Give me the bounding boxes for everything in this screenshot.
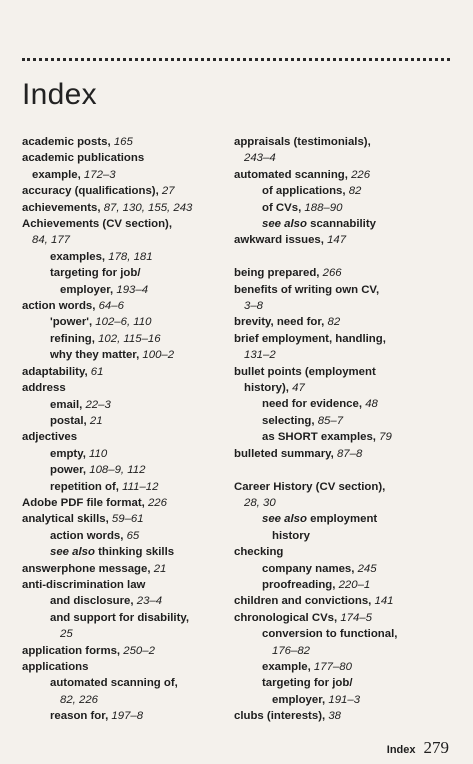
entry-term: address — [22, 382, 66, 395]
entry-pages: 79 — [379, 431, 392, 444]
index-column-right — [234, 134, 459, 725]
entry-pages: 243–4 — [244, 152, 276, 165]
index-entry — [22, 314, 222, 330]
index-entry — [234, 150, 459, 166]
footer-label: Index — [386, 744, 416, 756]
index-entry — [22, 167, 222, 183]
entry-term: employer, — [272, 693, 329, 706]
index-entry — [234, 183, 459, 199]
entry-term: children and convictions, — [234, 595, 375, 608]
entry-term: adaptability, — [22, 365, 91, 378]
index-entry — [22, 528, 222, 544]
entry-term: Career History (CV section), — [234, 480, 386, 493]
entry-term: action words, — [22, 300, 99, 313]
entry-pages: 47 — [292, 382, 305, 395]
entry-pages: 64–6 — [98, 300, 124, 313]
entry-term: bullet points (employment — [234, 365, 376, 378]
entry-term: example, — [262, 660, 314, 673]
index-entry — [234, 298, 459, 314]
index-entry — [22, 577, 222, 593]
entry-term: automated scanning, — [234, 168, 352, 181]
index-entry — [22, 298, 222, 314]
entry-term: bulleted summary, — [234, 447, 337, 460]
index-entry — [234, 429, 459, 445]
entry-term: checking — [234, 546, 284, 559]
index-entry — [234, 413, 459, 429]
entry-pages: 266 — [322, 267, 342, 280]
entry-pages: 21 — [153, 562, 167, 575]
entry-term: selecting, — [262, 414, 318, 427]
entry-term: proofreading, — [262, 578, 339, 591]
entry-pages: 82 — [348, 185, 362, 198]
page-footer — [387, 738, 449, 758]
entry-pages: 28, 30 — [244, 496, 276, 509]
entry-term: why they matter, — [50, 349, 143, 362]
entry-term: and support for disability, — [50, 611, 190, 624]
entry-term: 'power', — [50, 316, 96, 329]
entry-term: answerphone message, — [22, 562, 154, 575]
entry-term: clubs (interests), — [234, 710, 329, 723]
entry-term: chronological CVs, — [234, 611, 341, 624]
index-entry — [22, 265, 222, 281]
index-entry — [22, 200, 222, 216]
entry-term: being prepared, — [234, 267, 323, 280]
index-entry — [22, 282, 222, 298]
entry-term: analytical skills, — [22, 513, 112, 526]
entry-pages: 174–5 — [340, 611, 373, 624]
index-entry — [22, 708, 222, 724]
entry-pages: 3–8 — [244, 300, 264, 313]
index-entry — [22, 183, 222, 199]
entry-term: refining, — [50, 332, 99, 345]
page-title: Index — [22, 78, 97, 111]
index-entry — [234, 200, 459, 216]
index-entry — [22, 462, 222, 478]
entry-term: employer, — [60, 283, 117, 296]
entry-term: action words, — [50, 529, 127, 542]
index-entry — [22, 413, 222, 429]
entry-pages: 188–90 — [304, 201, 343, 214]
index-entry — [22, 692, 222, 708]
index-entry — [234, 593, 459, 609]
index-entry — [234, 528, 459, 544]
index-entry — [234, 167, 459, 183]
entry-term: accuracy (qualifications), — [22, 185, 162, 198]
index-entry — [22, 479, 222, 495]
index-entry — [22, 626, 222, 642]
entry-term: of applications, — [262, 185, 349, 198]
entry-term: applications — [22, 661, 89, 673]
entry-pages: 85–7 — [317, 414, 344, 427]
entry-pages: 65 — [126, 529, 140, 542]
entry-pages: 147 — [327, 234, 347, 247]
entry-pages: 131–2 — [244, 349, 276, 362]
index-entry — [234, 511, 459, 527]
entry-term: example, — [32, 168, 84, 181]
entry-term: Adobe PDF file format, — [22, 496, 148, 509]
entry-term: reason for, — [50, 710, 112, 723]
index-entry — [234, 544, 459, 560]
entry-term: achievements, — [22, 201, 104, 214]
index-entry — [22, 511, 222, 527]
entry-pages: 172–3 — [83, 168, 116, 181]
index-entry — [22, 643, 222, 659]
entry-term: awkward issues, — [234, 234, 328, 247]
index-entry — [234, 643, 459, 659]
entry-term: application forms, — [22, 644, 124, 657]
index-entry — [234, 495, 459, 511]
see-also-label: see also — [50, 546, 95, 559]
entry-term: history), — [244, 382, 293, 395]
index-entry — [234, 708, 459, 724]
entry-term: of CVs, — [262, 201, 305, 214]
index-entry — [234, 331, 459, 347]
index-entry — [22, 495, 222, 511]
entry-pages: 178, 181 — [108, 250, 153, 263]
index-entry — [22, 659, 222, 675]
index-entry — [22, 232, 222, 248]
index-entry — [22, 544, 222, 560]
entry-pages: 245 — [357, 562, 377, 575]
entry-pages: 59–61 — [111, 513, 144, 526]
entry-term: empty, — [50, 447, 90, 460]
entry-pages: 108–9, 112 — [89, 464, 146, 477]
entry-pages: 22–3 — [85, 398, 111, 411]
index-entry — [234, 446, 459, 462]
entry-pages: 226 — [351, 168, 371, 181]
entry-pages: 165 — [113, 136, 133, 148]
index-entry — [234, 479, 459, 495]
entry-pages: 82 — [327, 316, 341, 329]
entry-pages: 102–6, 110 — [95, 316, 152, 329]
index-entry — [22, 675, 222, 691]
index-entry — [22, 134, 222, 150]
entry-pages: 191–3 — [328, 693, 361, 706]
entry-term: thinking skills — [94, 546, 175, 559]
index-entry — [234, 610, 459, 626]
entry-term: scannability — [306, 218, 376, 231]
entry-term: examples, — [50, 250, 109, 263]
index-entry — [234, 232, 459, 248]
entry-term: anti-discrimination law — [22, 578, 146, 591]
entry-pages: 48 — [365, 398, 378, 411]
entry-term: Achievements (CV section), — [22, 218, 173, 231]
index-entry — [234, 561, 459, 577]
index-entry — [234, 577, 459, 593]
index-entry — [22, 347, 222, 363]
entry-pages: 193–4 — [116, 283, 149, 296]
entry-term: adjectives — [22, 431, 78, 444]
entry-term: and disclosure, — [50, 595, 137, 608]
index-entry — [22, 397, 222, 413]
index-entry — [22, 593, 222, 609]
index-entry — [22, 331, 222, 347]
index-entry — [234, 134, 459, 150]
entry-pages: 25 — [60, 628, 73, 641]
entry-term: appraisals (testimonials), — [234, 136, 371, 148]
index-entry — [234, 364, 459, 380]
entry-spacer — [234, 249, 459, 265]
entry-term: need for evidence, — [262, 398, 366, 411]
entry-pages: 87, 130, 155, 243 — [103, 201, 193, 214]
entry-term: employment — [306, 513, 378, 526]
entry-pages: 197–8 — [111, 710, 144, 723]
index-entry — [234, 692, 459, 708]
entry-pages: 177–80 — [313, 660, 352, 673]
entry-term: academic publications — [22, 152, 145, 165]
index-entry — [234, 314, 459, 330]
entry-pages: 111–12 — [122, 480, 159, 493]
index-entry — [22, 364, 222, 380]
entry-pages: 102, 115–16 — [98, 332, 161, 345]
entry-pages: 61 — [90, 365, 104, 378]
entry-term: brevity, need for, — [234, 316, 328, 329]
entry-term: academic posts, — [22, 136, 114, 148]
index-entry — [234, 380, 459, 396]
entry-pages: 82, 226 — [60, 693, 99, 706]
index-entry — [234, 659, 459, 675]
entry-term: history — [272, 529, 310, 542]
entry-term: repetition of, — [50, 480, 123, 493]
entry-pages: 21 — [89, 414, 103, 427]
entry-term: conversion to functional, — [262, 628, 398, 641]
index-entry — [234, 626, 459, 642]
index-entry — [22, 216, 222, 232]
entry-term: automated scanning of, — [50, 677, 178, 690]
entry-term: email, — [50, 398, 86, 411]
dotted-rule — [22, 58, 450, 61]
index-entry — [22, 150, 222, 166]
see-also-label: see also — [262, 513, 307, 526]
entry-term: targeting for job/ — [262, 677, 353, 690]
index-entry — [234, 675, 459, 691]
entry-pages: 250–2 — [123, 644, 155, 657]
entry-term: power, — [50, 464, 90, 477]
entry-term: targeting for job/ — [50, 267, 141, 280]
entry-pages: 23–4 — [136, 595, 163, 608]
entry-pages: 226 — [147, 496, 167, 509]
entry-pages: 38 — [328, 710, 341, 723]
index-entry — [234, 216, 459, 232]
entry-pages: 110 — [89, 447, 108, 460]
index-entry — [234, 396, 459, 412]
index-entry — [22, 429, 222, 445]
entry-term: benefits of writing own CV, — [234, 283, 380, 296]
index-entry — [22, 446, 222, 462]
index-entry — [234, 282, 459, 298]
index-entry — [22, 561, 222, 577]
page-number: 279 — [423, 738, 449, 757]
entry-pages: 141 — [374, 595, 394, 608]
entry-pages: 27 — [161, 185, 175, 198]
index-entry — [22, 380, 222, 396]
entry-pages: 84, 177 — [32, 234, 71, 247]
index-entry — [234, 347, 459, 363]
see-also-label: see also — [262, 218, 307, 231]
index-entry — [234, 265, 459, 281]
entry-pages: 176–82 — [272, 644, 311, 657]
index-entry — [22, 610, 222, 626]
entry-pages: 100–2 — [142, 349, 175, 362]
entry-term: brief employment, handling, — [234, 332, 386, 345]
entry-spacer — [234, 462, 459, 478]
index-entry — [22, 249, 222, 265]
entry-pages: 220–1 — [338, 578, 371, 591]
entry-term: postal, — [50, 414, 90, 427]
entry-term: company names, — [262, 562, 358, 575]
entry-term: as SHORT examples, — [262, 431, 380, 444]
index-column-left — [22, 134, 222, 725]
entry-pages: 87–8 — [336, 447, 363, 460]
